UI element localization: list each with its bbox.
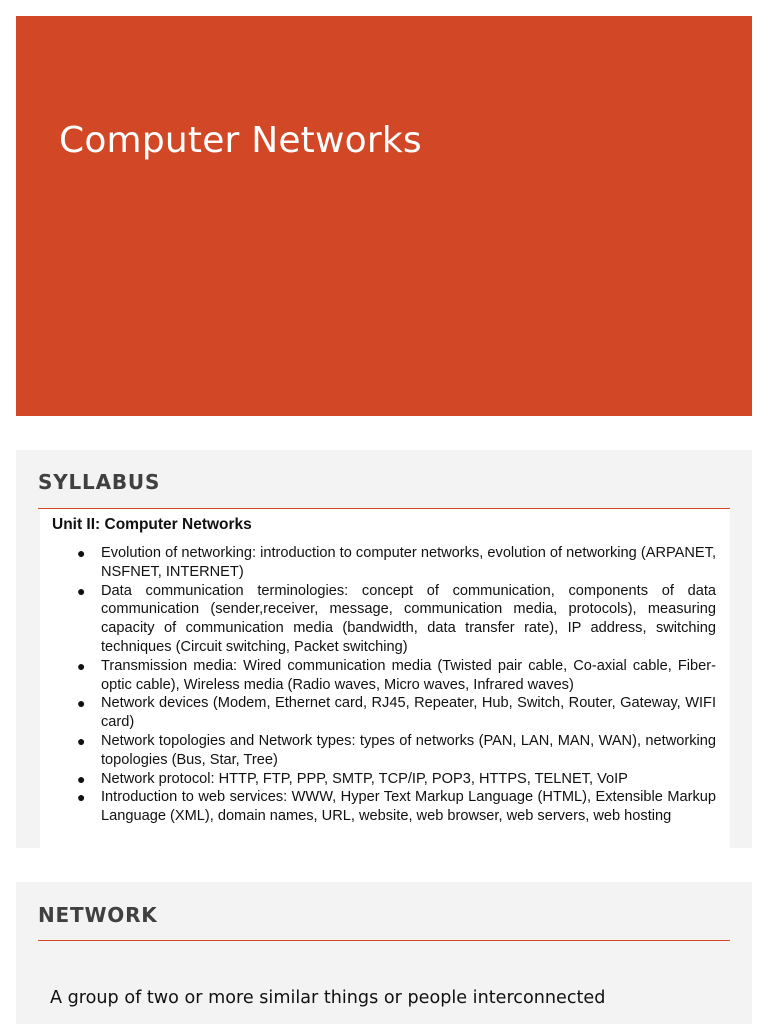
bullet-icon: ● <box>77 657 86 674</box>
network-definition: A group of two or more similar things or people interconnected <box>50 988 606 1008</box>
topic-item: ● Evolution of networking: introduction to computer networks, evolution of networking (ARPANET, NSFNET, INTERNET) <box>77 545 716 580</box>
bullet-icon: ● <box>77 545 86 561</box>
topic-item: ● Transmission media: Wired communication media (Twisted pair cable, Co-axial cable, Fiber-optic cable), Wireless media (Radio waves, Micro waves, Infrared waves) <box>77 657 716 693</box>
syllabus-scan-image <box>40 509 730 848</box>
title-slide <box>16 16 752 416</box>
topic-item: ● Network protocol: HTTP, FTP, PPP, SMTP, TCP/IP, POP3, HTTPS, TELNET, VoIP <box>77 770 628 787</box>
bullet-icon: ● <box>77 770 86 787</box>
heading-divider <box>38 940 730 941</box>
syllabus-slide <box>16 450 752 848</box>
bullet-icon: ● <box>77 582 86 599</box>
bullet-icon: ● <box>77 789 86 806</box>
bullet-icon: ● <box>77 695 86 712</box>
presentation-title: Computer Networks <box>59 120 422 161</box>
bullet-icon: ● <box>77 732 86 749</box>
network-slide <box>16 882 752 1024</box>
syllabus-heading: SYLLABUS <box>38 470 161 494</box>
topic-item: ● Data communication terminologies: concept of communication, components of data communication (sender,receiver, message, communication media, protocols), measuring capacity of communication media (bandwidth, data transfer rate), IP address, switching techniques (Circuit switching, Packet switching) <box>77 582 716 655</box>
topic-item: ● Introduction to web services: WWW, Hyper Text Markup Language (HTML), Extensible Markup Language (XML), domain names, URL, website, web browser, web servers, web hosting <box>77 789 716 825</box>
network-heading: NETWORK <box>38 903 158 927</box>
topic-list <box>76 544 716 826</box>
topic-item: ● Network devices (Modem, Ethernet card, RJ45, Repeater, Hub, Switch, Router, Gateway, WIFI card) <box>77 695 716 731</box>
topic-item: ● Network topologies and Network types: types of networks (PAN, LAN, MAN, WAN), networking topologies (Bus, Star, Tree) <box>77 732 716 768</box>
unit-title: Unit II: Computer Networks <box>52 516 252 533</box>
